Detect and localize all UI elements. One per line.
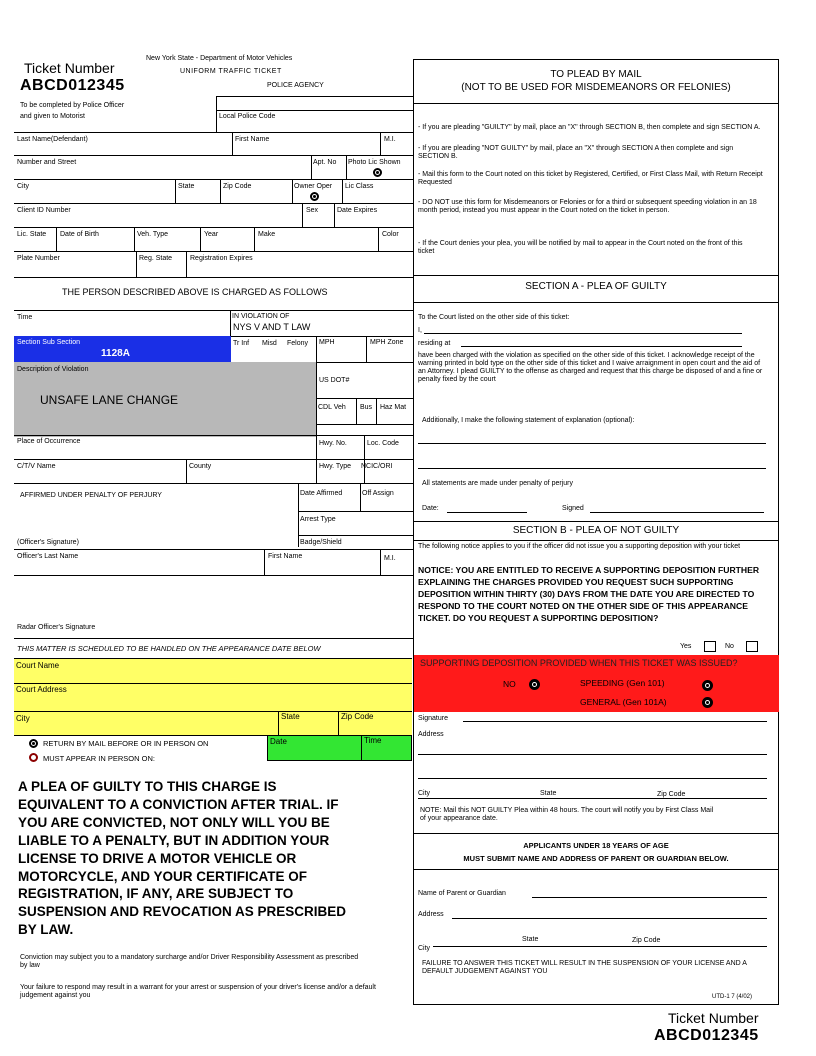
warning-line: REGISTRATION, IF ANY, ARE SUBJECT TO [18,886,294,902]
section-value: 1128A [101,348,130,359]
warning-line: MOTORCYCLE, AND YOUR CERTIFICATE OF [18,868,308,884]
owner-oper-radio[interactable] [310,192,319,201]
date-expires-label: Date Expires [337,207,378,214]
additionally-label: Additionally, I make the following statement of explanation (optional): [422,417,635,424]
appearance-date-label: Date [270,737,287,746]
section-b-notice: NOTICE: YOU ARE ENTITLED TO RECEIVE A SUPPORTING DEPOSITION FURTHER EXPLAINING THE CHARGES PROVIDED YOU REQUEST SUCH SUPPORTING DEPOSITION WITHIN THIRTY (30) DAYS FROM THE DATE YOU ARE DIRECTED TO RESPOND TO THE COURT NOTED ON THE OTHER SIDE OF THIS APPEARANCE TICKET. DO YOU REQUEST A SUPPORTING DEPOSITION? [418,565,760,623]
plead-instr-2: - If you are pleading "NOT GUILTY" by mail, place an "X" through SECTION A then complete and sign SECTION B. [418,145,734,160]
ncic-label: NCIC/ORI [361,463,393,470]
ctv-label: C/T/V Name [17,463,56,470]
plead-by-mail-title [413,68,779,94]
photo-lic-radio[interactable] [373,168,382,177]
mi-label: M.I. [384,136,396,143]
hwy-no-label: Hwy. No. [319,440,347,447]
zip-label: Zip Code [223,183,252,190]
u18-zip-label: Zip Code [632,937,661,944]
court-address-label: Court Address [16,685,67,694]
county-label: County [189,463,212,470]
return-by-mail-label: RETURN BY MAIL BEFORE OR IN PERSON ON [43,739,209,748]
mph-zone-label: MPH Zone [370,339,404,346]
b-mail-note: NOTE: Mail this NOT GUILTY Plea within 48 hours. The court will notify you by First Class Mail of your appearance date. [420,807,714,822]
form-title: UNIFORM TRAFFIC TICKET [180,68,282,75]
appearance-time-label: Time [364,736,382,745]
officer-mi-label: M.I. [384,555,396,562]
time-label: Time [17,314,33,321]
court-state-label: State [281,712,300,721]
yes-checkbox[interactable] [704,641,716,652]
felony-label: Felony [287,340,309,347]
bus-label: Bus [360,404,373,411]
street-label: Number and Street [17,159,77,166]
b-zip-label: Zip Code [657,791,686,798]
color-label: Color [382,231,399,238]
client-id-label: Client ID Number [17,207,71,214]
officer-sig-label: (Officer's Signature) [17,539,79,546]
plead-instr-5: - If the Court denies your plea, you will be notified by mail to appear in the Court noted on the front of this ticket [418,240,743,255]
apt-label: Apt. No [313,159,337,166]
date-affirmed-label: Date Affirmed [300,490,343,497]
loc-code-label: Loc. Code [367,440,399,447]
b-state-label: State [540,790,557,797]
under18-title-2: MUST SUBMIT NAME AND ADDRESS OF PARENT OR GUARDIAN BELOW. [463,854,729,863]
b-city-label: City [418,790,431,797]
police-agency-label: POLICE AGENCY [267,82,324,89]
residing-label: residing at [418,340,451,347]
u18-state-label: State [522,936,539,943]
under18-title-1: APPLICANTS UNDER 18 YEARS OF AGE [523,841,669,850]
misd-label: Misd [262,340,277,347]
u18-failure: FAILURE TO ANSWER THIS TICKET WILL RESULT IN THE SUSPENSION OF YOUR LICENSE AND A DEFAULT JUDGEMENT AGAINST YOU [422,960,747,975]
lic-state-label: Lic. State [17,231,47,238]
sex-label: Sex [306,207,319,214]
description-value: UNSAFE LANE CHANGE [40,393,179,407]
failure-note: Your failure to respond may result in a warrant for your arrest or suspension of your driver's license and/or a default judgement against you [20,984,376,999]
u18-address-label: Address [418,911,444,918]
cdl-veh-label: CDL Veh [318,404,346,411]
section-a-signed-label: Signed [562,505,584,512]
ticket-number-label-bottom: Ticket Number [668,1010,759,1026]
city-label: City [17,183,30,190]
warning-line: SUSPENSION AND REVOCATION AS PRESCRIBED [18,904,347,920]
dob-label: Date of Birth [60,231,99,238]
must-appear-label: MUST APPEAR IN PERSON ON: [43,754,155,763]
warning-line: A PLEA OF GUILTY TO THIS CHARGE IS [18,779,277,794]
opt-general-radio[interactable] [702,697,713,708]
opt-speeding-radio[interactable] [702,680,713,691]
section-b-intro: The following notice applies to you if the officer did not issue you a supporting deposition with your ticket [418,543,741,550]
signature-label: Signature [418,715,448,722]
badge-label: Badge/Shield [300,539,342,546]
plead-title-2: (NOT TO BE USED FOR MISDEMEANORS OR FELONIES) [461,82,731,93]
opt-speeding-label: SPEEDING (Gen 101) [580,678,665,688]
local-police-code-label: Local Police Code [219,113,276,120]
court-city-label: City [16,714,30,723]
plead-instr-1: - If you are pleading "GUILTY" by mail, place an "X" through SECTION B, then complete and sign SECTION A. [418,124,761,131]
i-label: I, [418,327,422,334]
section-a-body: have been charged with the violation as specified on the other side of this ticket. I acknowledge receipt of the warning printed in bold type on the other side of this ticket and I waive arraignment in open court and the aid of an Attorney. I plead GUILTY to the offense as charged and request that this charge be disposed of and a fine or penalty fixed by the court [418,352,763,383]
must-appear-radio[interactable] [29,753,38,762]
section-a-date-label: Date: [422,505,439,512]
off-assign-label: Off Assign [362,490,394,497]
u18-city-label: City [418,945,431,952]
warning-line: EQUIVALENT TO A CONVICTION AFTER TRIAL. IF [18,796,339,812]
hwy-type-label: Hwy. Type [319,463,352,470]
court-block[interactable] [14,658,412,735]
warning-line: LICENSE TO DRIVE A MOTOR VEHICLE OR [18,850,297,866]
ticket-number-bottom: ABCD012345 [654,1027,759,1044]
perjury-label: All statements are made under penalty of perjury [422,480,573,487]
warning-line: LIABLE TO A PENALTY, BUT IN ADDITION YOUR [18,832,330,848]
plead-title-1: TO PLEAD BY MAIL [550,69,642,80]
state-label: State [178,183,195,190]
trinf-label: Tr Inf [233,340,250,347]
section-label: Section Sub Section [17,339,81,346]
year-label: Year [204,231,219,238]
no-label: No [725,643,734,650]
surcharge-note: Conviction may subject you to a mandatory surcharge and/or Driver Responsibility Assessment as prescribed by law [20,954,359,969]
charged-heading: THE PERSON DESCRIBED ABOVE IS CHARGED AS FOLLOWS [62,287,328,297]
court-name-label: Court Name [16,661,60,670]
affirmed-label: AFFIRMED UNDER PENALTY OF PERJURY [20,492,162,499]
veh-type-label: Veh. Type [137,231,169,238]
owner-oper-label: Owner Oper [294,183,333,190]
photo-lic-label: Photo Lic Shown [348,159,401,166]
reg-state-label: Reg. State [139,255,173,262]
section-a-title: SECTION A - PLEA OF GUILTY [525,281,667,292]
date-time-block[interactable] [267,735,412,761]
opt-no-label: NO [503,679,516,689]
yes-label: Yes [680,643,692,650]
ticket-number-label-top: Ticket Number [24,60,115,76]
no-checkbox[interactable] [746,641,758,652]
last-name-label: Last Name(Defendant) [17,136,88,143]
warning-line: YOU ARE CONVICTED, NOT ONLY WILL YOU BE [18,814,330,830]
form-code: UTD-1 7 (4/02) [712,994,753,1000]
supporting-title: SUPPORTING DEPOSITION PROVIDED WHEN THIS TICKET WAS ISSUED? [420,658,738,668]
in-violation-value: NYS V AND T LAW [233,322,311,332]
officer-last-label: Officer's Last Name [17,553,79,560]
first-name-label: First Name [235,136,270,143]
arrest-type-label: Arrest Type [300,516,336,523]
completed-by-1: To be completed by Police Officer [20,102,125,109]
make-label: Make [258,231,276,238]
plea-warning [18,778,408,939]
radar-label: Radar Officer's Signature [17,624,96,631]
return-by-mail-radio[interactable] [29,739,38,748]
officer-first-label: First Name [268,553,303,560]
reg-expires-label: Registration Expires [190,255,253,262]
opt-general-label: GENERAL (Gen 101A) [580,697,667,707]
place-label: Place of Occurrence [17,438,81,445]
plead-instr-3: - Mail this form to the Court noted on this ticket by Registered, Certified, or First Class Mail, with Return Receipt Requested [418,171,763,186]
b-address-label: Address [418,731,444,738]
to-court-label: To the Court listed on the other side of this ticket: [418,314,570,321]
warning-line: BY LAW. [18,922,74,938]
us-dot-label: US DOT# [319,377,350,384]
ticket-number-top: ABCD012345 [20,77,125,94]
opt-no-radio[interactable] [529,679,540,690]
in-violation-label: IN VIOLATION OF [232,313,290,320]
court-zip-label: Zip Code [341,712,374,721]
mph-label: MPH [319,339,335,346]
completed-by-2: and given to Motorist [20,113,85,120]
under18-title [413,839,779,865]
agency-line: New York State - Department of Motor Vehicles [146,55,293,62]
lic-class-label: Lic Class [345,183,374,190]
appearance-heading: THIS MATTER IS SCHEDULED TO BE HANDLED ON THE APPEARANCE DATE BELOW [17,644,321,653]
haz-mat-label: Haz Mat [380,404,407,411]
plead-instr-4: - DO NOT use this form for Misdemeanors or Felonies or for a third or subsequent speeding violation in an 18 month period, instead you must appear in the Court noted on the ticket in person. [418,199,757,214]
description-label: Description of Violation [17,366,89,373]
plate-label: Plate Number [17,255,60,262]
parent-label: Name of Parent or Guardian [418,890,506,897]
section-b-title: SECTION B - PLEA OF NOT GUILTY [512,525,680,536]
